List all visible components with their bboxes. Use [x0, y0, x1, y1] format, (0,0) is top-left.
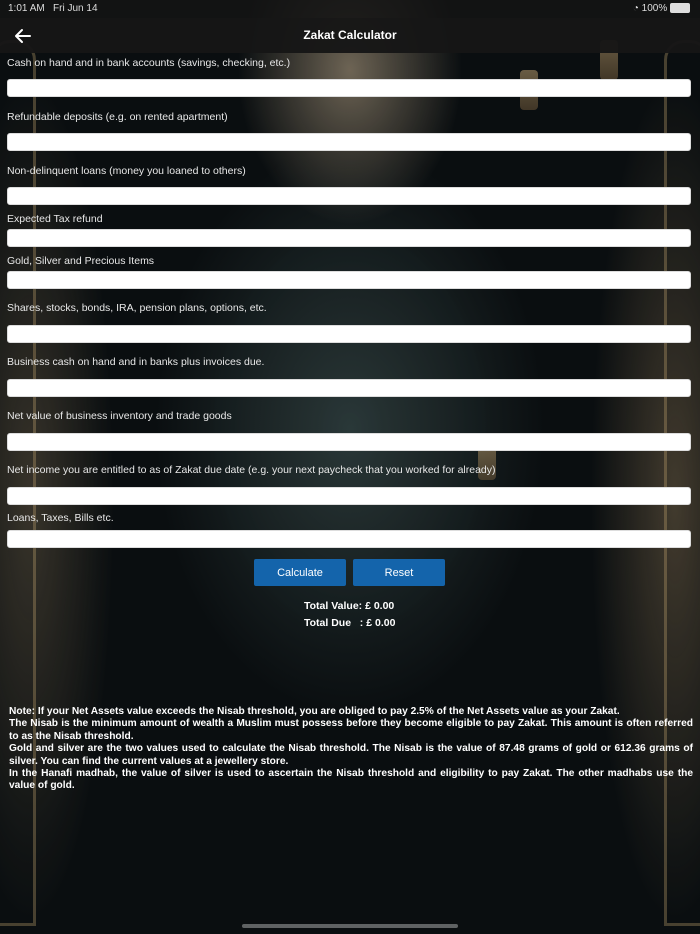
total-due-label: Total Due :	[304, 617, 364, 629]
shares-input[interactable]	[7, 325, 691, 343]
note-paragraph: Note: If your Net Assets value exceeds the Nisab threshold, you are obliged to pay 2.5% of the Net Assets value as your Zakat.	[9, 706, 620, 717]
field-label-tax-refund: Expected Tax refund	[7, 213, 103, 225]
note-paragraph: The Nisab is the minimum amount of wealth a Muslim must possess before they become eligible to pay Zakat. This amount is often referred to as the Nisab threshold.	[9, 718, 693, 742]
inventory-input[interactable]	[7, 433, 691, 451]
total-due-row	[304, 617, 395, 629]
total-due-amount: £ 0.00	[366, 617, 396, 629]
field-label-loans-given: Non-delinquent loans (money you loaned to others)	[7, 165, 246, 177]
wifi-icon: ◔	[632, 3, 639, 14]
decorative-arch-right	[664, 40, 700, 926]
field-label-net-income: Net income you are entitled to as of Zakat due date (e.g. your next paycheck that you worked for already)	[7, 464, 496, 476]
home-indicator[interactable]	[242, 924, 458, 928]
total-value-label: Total Value:	[304, 600, 363, 612]
nisab-note	[9, 706, 693, 793]
field-label-shares: Shares, stocks, bonds, IRA, pension plans, options, etc.	[7, 302, 267, 314]
field-label-liabilities: Loans, Taxes, Bills etc.	[7, 512, 114, 524]
field-label-business-cash: Business cash on hand and in banks plus invoices due.	[7, 356, 265, 368]
loans-given-input[interactable]	[7, 187, 691, 205]
net-income-input[interactable]	[7, 487, 691, 505]
gold-silver-input[interactable]	[7, 271, 691, 289]
note-paragraph: In the Hanafi madhab, the value of silver is used to ascertain the Nisab threshold and eligibility to pay Zakat. The other madhabs use the value of gold.	[9, 768, 693, 792]
note-paragraph: Gold and silver are the two values used to calculate the Nisab threshold. The Nisab is the value of 87.48 grams of gold or 612.36 grams of silver. You can find the current values at a jewellery store.	[9, 743, 693, 767]
calculate-button[interactable]: Calculate	[254, 559, 346, 586]
field-label-inventory: Net value of business inventory and trade goods	[7, 410, 232, 422]
business-cash-input[interactable]	[7, 379, 691, 397]
cash-input[interactable]	[7, 79, 691, 97]
deposits-input[interactable]	[7, 133, 691, 151]
status-bar	[0, 0, 700, 18]
status-date: Fri Jun 14	[53, 3, 98, 14]
battery-indicator: ◔ 100%	[633, 3, 690, 14]
tax-refund-input[interactable]	[7, 229, 691, 247]
reset-button[interactable]: Reset	[353, 559, 445, 586]
battery-icon	[670, 3, 690, 13]
total-value-row	[304, 600, 394, 612]
total-value-amount: £ 0.00	[365, 600, 395, 612]
field-label-deposits: Refundable deposits (e.g. on rented apartment)	[7, 111, 228, 123]
liabilities-input[interactable]	[7, 530, 691, 548]
status-time: 1:01 AM Fri Jun 14	[8, 3, 98, 14]
navigation-bar	[0, 18, 700, 53]
page-title: Zakat Calculator	[303, 28, 397, 42]
field-label-gold-silver: Gold, Silver and Precious Items	[7, 255, 155, 267]
field-label-cash: Cash on hand and in bank accounts (savings, checking, etc.)	[7, 57, 291, 69]
